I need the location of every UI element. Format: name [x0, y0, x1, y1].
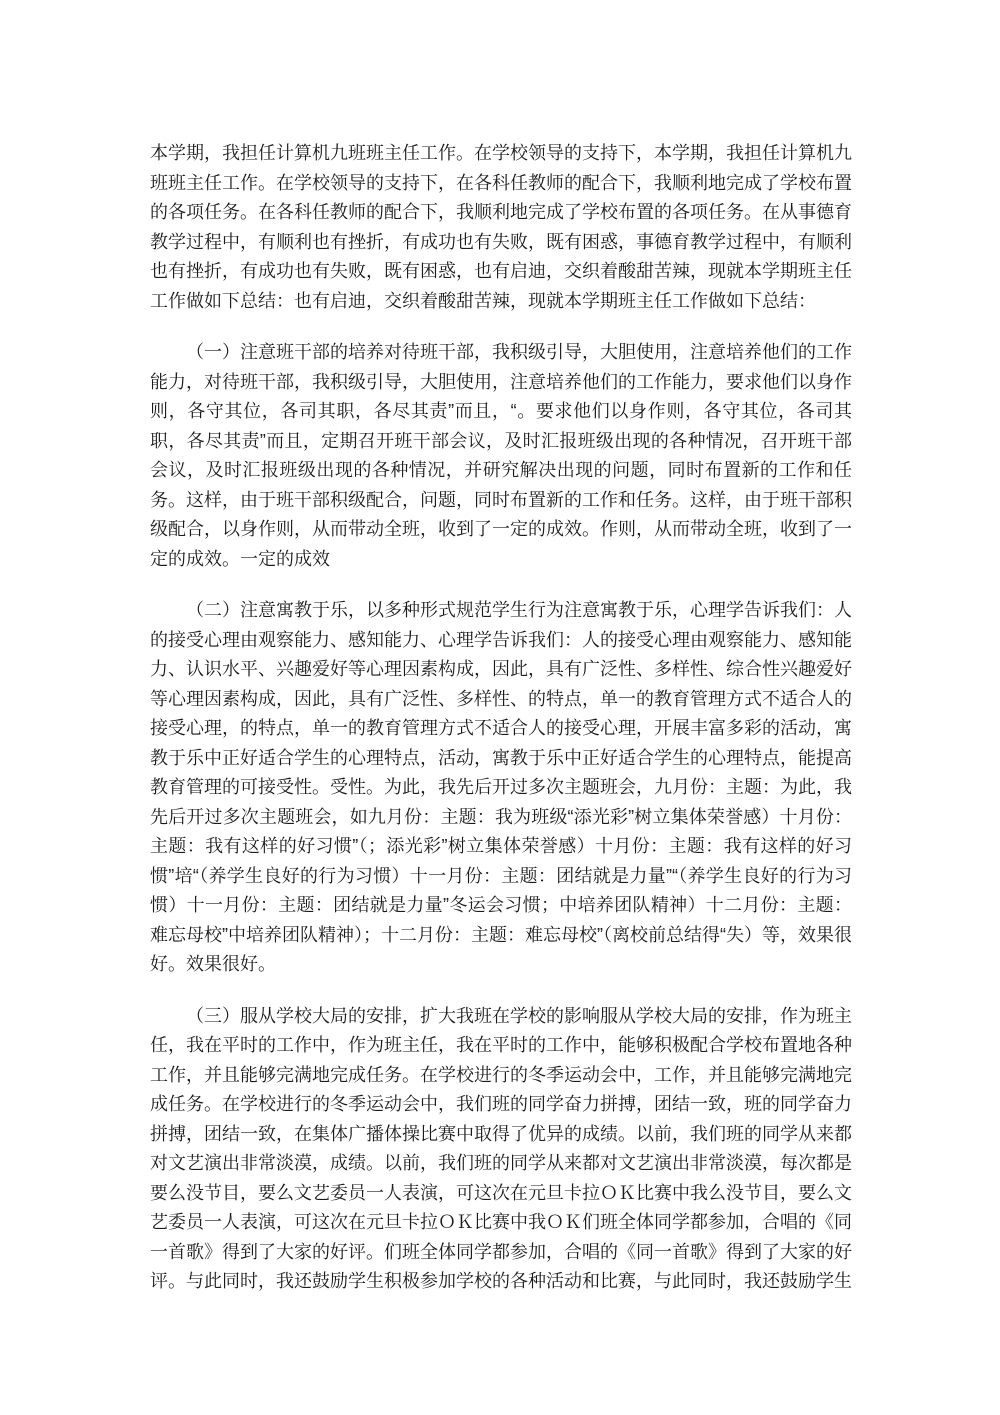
document-body [150, 139, 852, 1297]
paragraph-section-3: （三）服从学校大局的安排，扩大我班在学校的影响服从学校大局的安排，作为班主任，我在平时的工作中，作为班主任，我在平时的工作中，能够积极配合学校布置地各种工作，并且能够完满地完成任务。在学校进行的冬季运动会中，工作，并且能够完满地完成任务。在学校进行的冬季运动会中，我们班的同学奋力拼搏，团结一致，班的同学奋力拼搏，团结一致，在集体广播体操比赛中取得了优异的成绩。以前，我们班的同学从来都对文艺演出非常淡漠，成绩。以前，我们班的同学从来都对文艺演出非常淡漠，每次都是要么没节目，要么文艺委员一人表演，可这次在元旦卡拉ＯＫ比赛中我么没节目，要么文艺委员一人表演，可这次在元旦卡拉ＯＫ比赛中我ＯＫ们班全体同学都参加，合唱的《同一首歌》得到了大家的好评。们班全体同学都参加，合唱的《同一首歌》得到了大家的好评。与此同时，我还鼓励学生积极参加学校的各种活动和比赛，与此同时，我还鼓励学生 [150, 1005, 852, 1291]
paragraph-intro: 本学期，我担任计算机九班班主任工作。在学校领导的支持下，本学期，我担任计算机九班班主任工作。在学校领导的支持下，在各科任教师的配合下，我顺利地完成了学校布置的各项任务。在各科任教师的配合下，我顺利地完成了学校布置的各项任务。在从事德育教学过程中，有顺利也有挫折，有成功也有失败，既有困惑，事德育教学过程中，有顺利也有挫折，有成功也有失败，既有困惑，也有启迪，交织着酸甜苦辣，现就本学期班主任工作做如下总结：也有启迪，交织着酸甜苦辣，现就本学期班主任工作做如下总结： [150, 143, 852, 311]
paragraph-section-2: （二）注意寓教于乐，以多种形式规范学生行为注意寓教于乐，心理学告诉我们：人的接受心理由观察能力、感知能力、心理学告诉我们：人的接受心理由观察能力、感知能力、认识水平、兴趣爱好等心理因素构成，因此，具有广泛性、多样性、综合性兴趣爱好等心理因素构成，因此，具有广泛性、多样性、的特点，单一的教育管理方式不适合人的接受心理，的特点，单一的教育管理方式不适合人的接受心理，开展丰富多彩的活动，寓教于乐中正好适合学生的心理特点，活动，寓教于乐中正好适合学生的心理特点，能提高教育管理的可接受性。受性。为此，我先后开过多次主题班会，九月份：主题：为此，我先后开过多次主题班会，如九月份：主题：我为班级“添光彩”树立集体荣誉感）十月份：主题：我有这样的好习惯”（；添光彩”树立集体荣誉感）十月份：主题：我有这样的好习惯”培“（养学生良好的行为习惯）十一月份：主题：团结就是力量”“（养学生良好的行为习惯）十一月份：主题：团结就是力量”冬运会习惯；中培养团队精神）十二月份：主题：难忘母校”中培养团队精神）；十二月份：主题：难忘母校”（离校前总结得“失）等，效果很好。效果很好。 [150, 600, 852, 974]
paragraph-section-1: （一）注意班干部的培养对待班干部，我积级引导，大胆使用，注意培养他们的工作能力，对待班干部，我积级引导，大胆使用，注意培养他们的工作能力，要求他们以身作则，各守其位，各司其职，各尽其责”而且，“。要求他们以身作则，各守其位，各司其职，各尽其责”而且，定期召开班干部会议，及时汇报班级出现的各种情况，召开班干部会议，及时汇报班级出现的各种情况，并研究解决出现的问题，同时布置新的工作和任务。这样，由于班干部积级配合，问题，同时布置新的工作和任务。这样，由于班干部积级配合，以身作则，从而带动全班，收到了一定的成效。作则，从而带动全班，收到了一定的成效。一定的成效 [150, 342, 852, 569]
